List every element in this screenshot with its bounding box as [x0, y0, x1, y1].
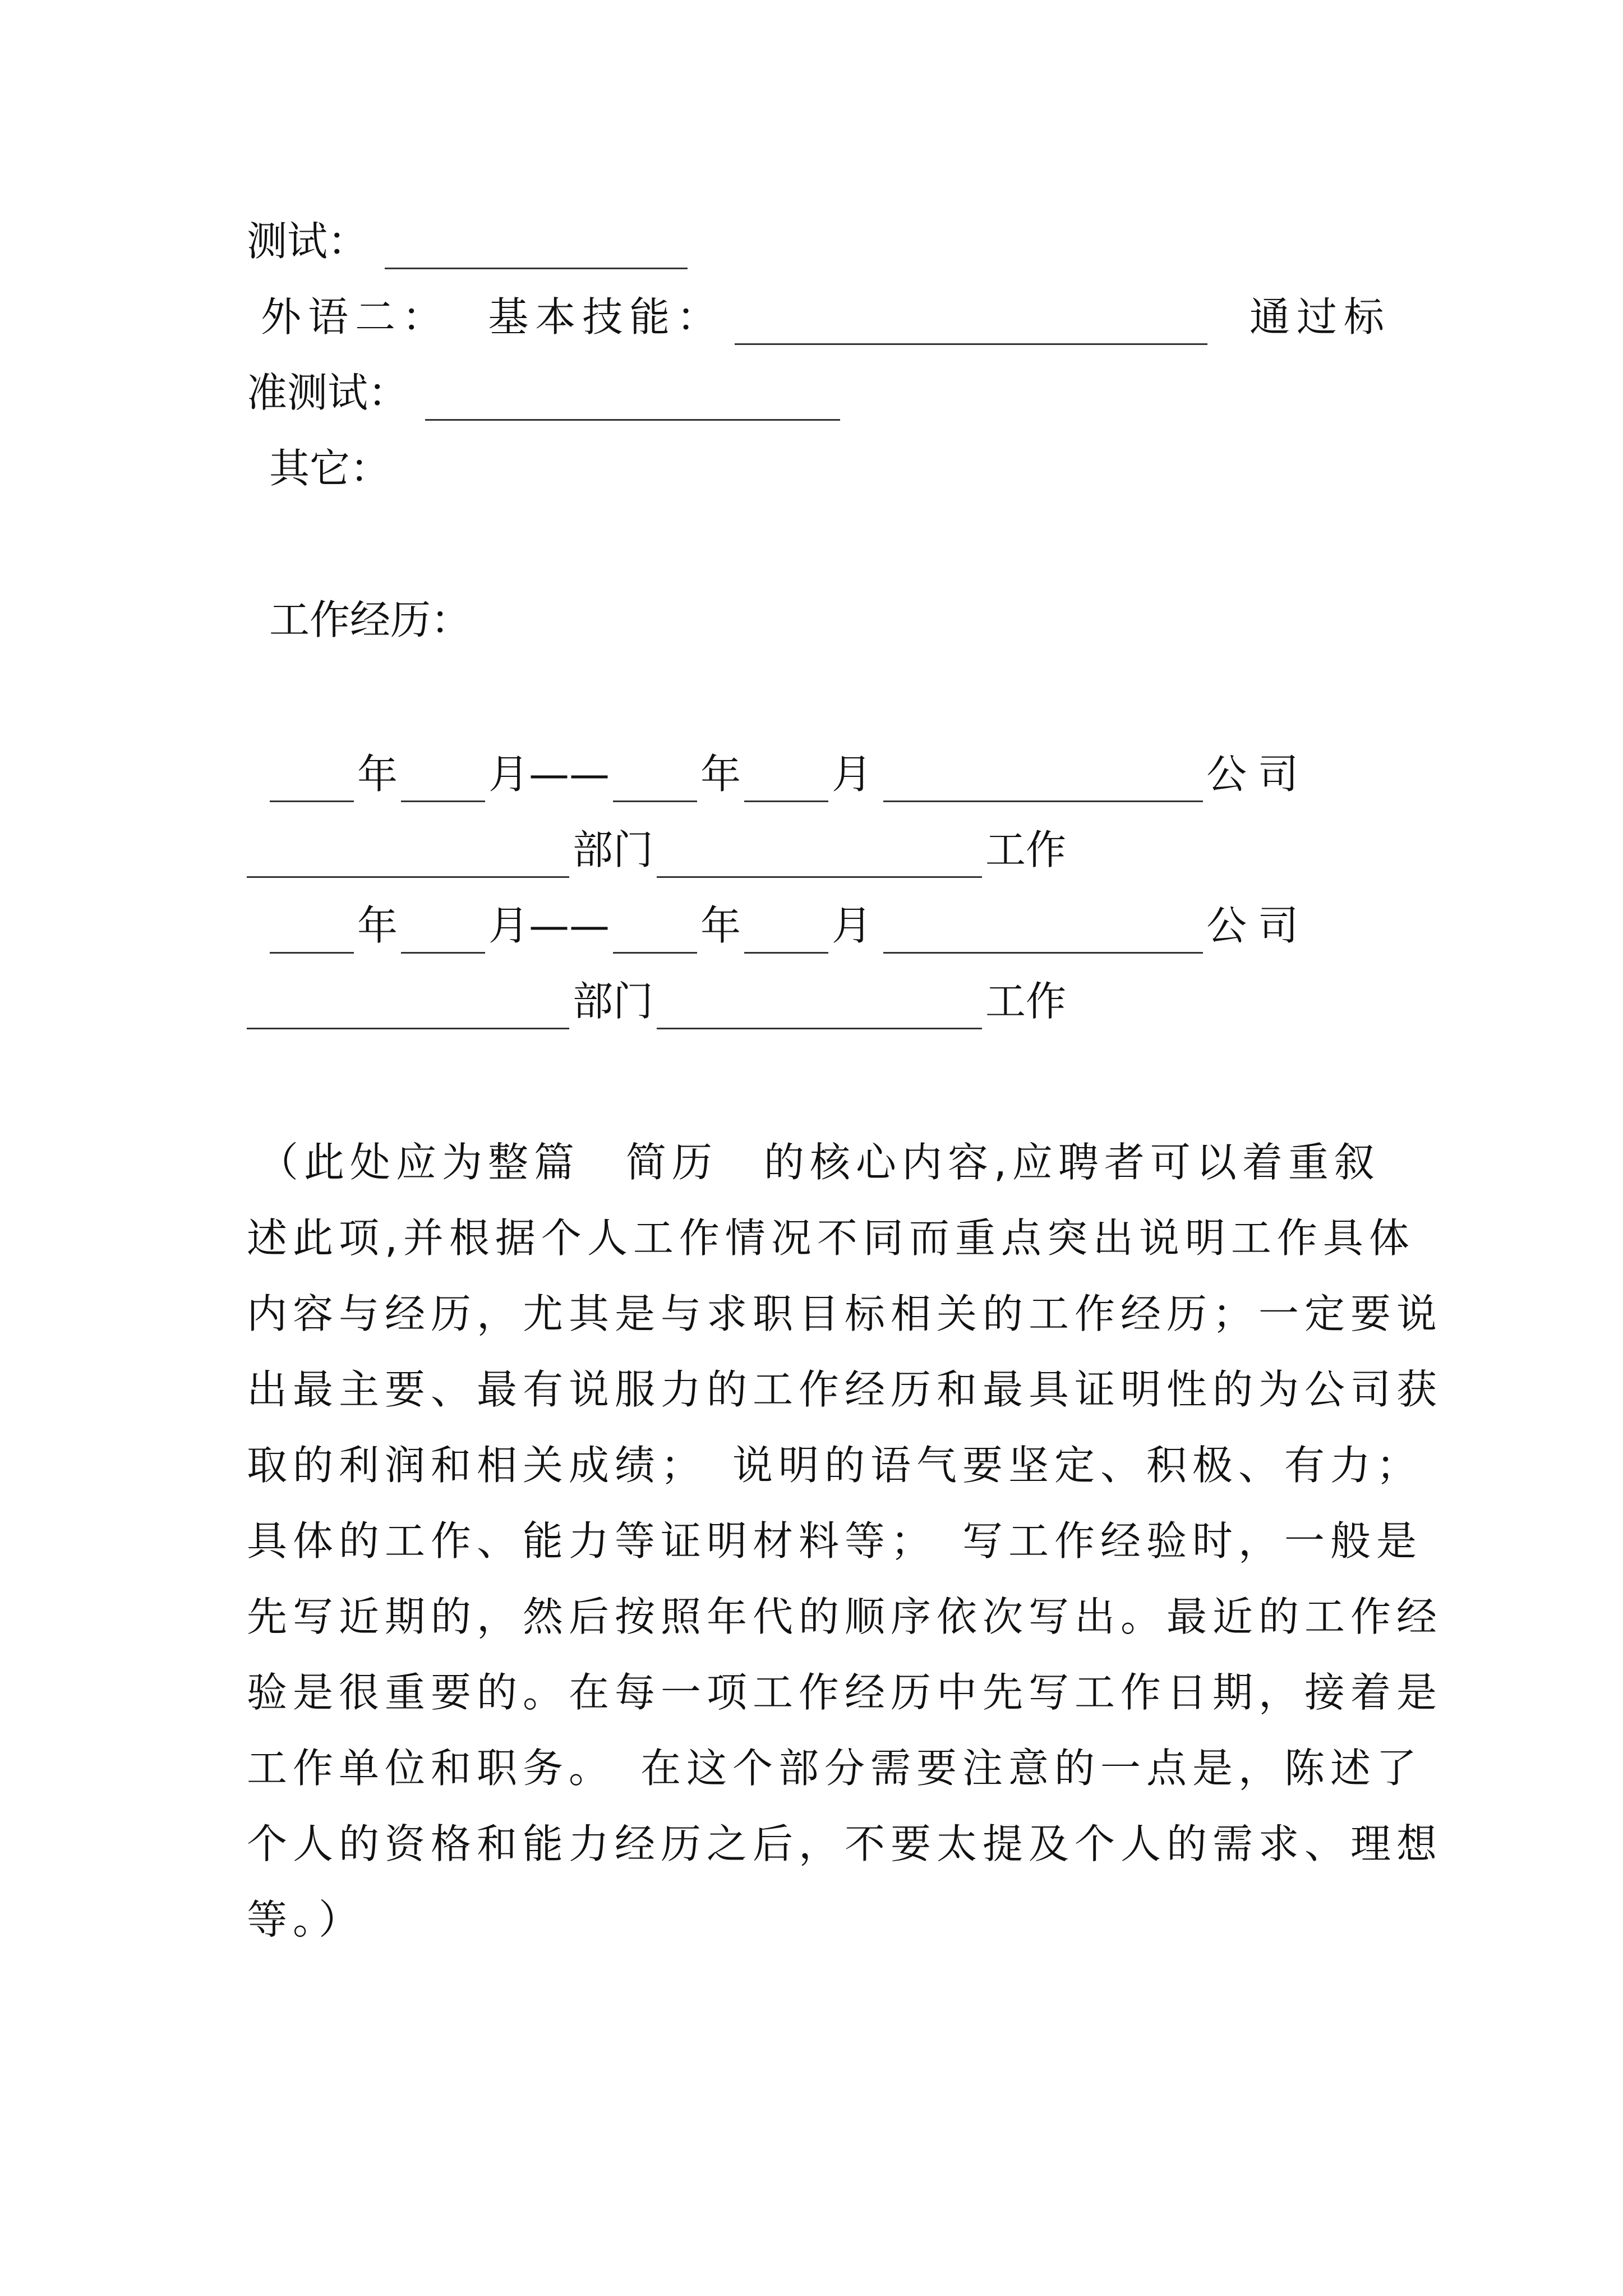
standard-test-label-part2: 准测试：: [247, 369, 409, 416]
start-month-blank: [401, 756, 485, 802]
job-blank: [657, 983, 982, 1029]
work-entry-1-dates: [266, 746, 1410, 802]
test-label: 测试：: [247, 218, 368, 265]
year-label: 年: [700, 751, 741, 798]
start-year-blank: [270, 907, 354, 954]
guidance-line: 具体的工作、能力等证明材料等； 写工作经验时，一般是: [247, 1517, 1423, 1565]
month-label: 月: [832, 751, 873, 798]
second-language-label: 外语二：: [261, 293, 450, 341]
year-label: 年: [700, 902, 741, 949]
test-row: [247, 213, 1391, 269]
end-year-blank: [613, 756, 697, 802]
guidance-line: （此处应为整篇 简历 的核心内容,应聘者可以着重叙: [258, 1139, 1380, 1186]
start-month-blank: [401, 907, 485, 954]
end-month-blank: [744, 907, 828, 954]
job-label: 工作: [985, 826, 1067, 873]
basic-skill-label: 基本技能：: [488, 293, 724, 341]
other-row: [269, 440, 1413, 496]
department-blank: [247, 983, 569, 1029]
department-label: 部门: [573, 826, 654, 873]
test-blank: [385, 223, 688, 269]
department-blank: [247, 831, 569, 878]
guidance-line: 验是很重要的。在每一项工作经历中先写工作日期，接着是: [247, 1669, 1443, 1716]
other-label: 其它：: [269, 445, 391, 492]
guidance-line: 内容与经历，尤其是与求职目标相关的工作经历；一定要说: [247, 1290, 1443, 1337]
month-label: 月: [488, 751, 529, 798]
start-year-blank: [270, 756, 354, 802]
standard-test-label-part1: 通过标: [1249, 293, 1391, 341]
month-label: 月: [488, 902, 529, 949]
date-range-dash: ——: [529, 902, 610, 949]
end-year-blank: [613, 907, 697, 954]
date-range-dash: ——: [529, 751, 610, 798]
department-label: 部门: [573, 978, 654, 1025]
company-blank: [883, 756, 1203, 802]
job-label: 工作: [985, 978, 1067, 1025]
guidance-line: 工作单位和职务。 在这个部分需要注意的一点是，陈述了: [247, 1745, 1423, 1792]
year-label: 年: [357, 902, 398, 949]
year-label: 年: [357, 751, 398, 798]
basic-skill-blank: [735, 298, 1207, 345]
company-blank: [883, 907, 1203, 954]
work-entry-1-dept: [247, 822, 1391, 878]
month-label: 月: [832, 902, 873, 949]
company-label: 公司: [1206, 751, 1310, 798]
second-language-row: [261, 289, 1391, 345]
guidance-line: 个人的资格和能力经历之后，不要太提及个人的需求、理想: [247, 1820, 1443, 1867]
work-entry-2-dates: [266, 898, 1410, 954]
guidance-line: 取的利润和相关成绩； 说明的语气要坚定、积极、有力；: [247, 1442, 1423, 1489]
work-entry-2-dept: [247, 973, 1391, 1029]
guidance-line: 出最主要、最有说服力的工作经历和最具证明性的为公司获: [247, 1366, 1443, 1413]
standard-test-row: [247, 365, 1391, 421]
company-label: 公司: [1206, 902, 1310, 949]
guidance-paragraph: [247, 1125, 1443, 1958]
end-month-blank: [744, 756, 828, 802]
work-experience-heading-row: [269, 592, 1413, 648]
guidance-line: 等。）: [247, 1896, 365, 1943]
guidance-line: 先写近期的，然后按照年代的顺序依次写出。最近的工作经: [247, 1593, 1443, 1640]
work-experience-heading: 工作经历：: [269, 596, 472, 643]
guidance-line: 述此项,并根据个人工作情况不同而重点突出说明工作具体: [247, 1214, 1415, 1262]
standard-test-blank: [425, 374, 840, 421]
job-blank: [657, 831, 982, 878]
